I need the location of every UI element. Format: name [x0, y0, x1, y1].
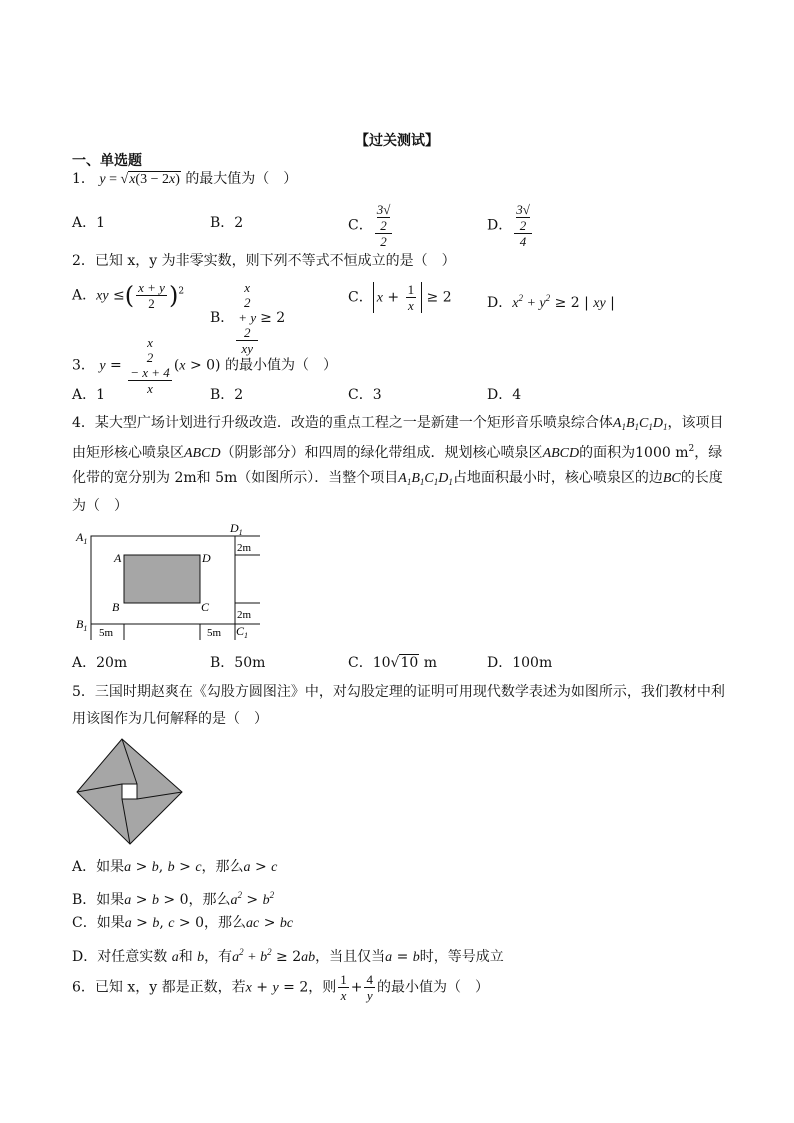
label-B: B — [112, 600, 120, 614]
q2-option-a[interactable]: A．xy ≤( $\frac{x + y}{2}$ )$^2$ — [72, 280, 185, 311]
label-A1: $A_1$ — [76, 530, 88, 546]
label-C: C — [201, 600, 210, 614]
q4-option-d[interactable]: D．100m — [487, 655, 553, 671]
question-4-line-2: 由矩形核心喷泉区ABCD（阴影部分）和四周的绿化带组成．规划核心喷泉区ABCD的面积为1000 $m^2$，绿 — [72, 444, 723, 461]
q3-option-a[interactable]: A．1 — [72, 387, 106, 403]
question-6: 6．已知 x，y 都是正数，若x + y = 2，则 $\frac{1}{x}$ + $\frac{4}{y}$ 的最小值为（ ） — [72, 972, 489, 1003]
q2-option-b[interactable]: B． x 2 + y 2 xy ≥ 2 — [210, 280, 286, 356]
label-C1: $C_1$ — [236, 624, 249, 640]
q1-option-b[interactable]: B．2 — [210, 215, 244, 231]
q5-option-a[interactable]: A．如果a > b, b > c，那么a > c — [72, 859, 278, 875]
width-label-bottom: 2m — [237, 609, 252, 621]
question-4-line-3: 化带的宽分别为 2m和 5m（如图所示）．当整个项目$A_1B_1C_1D_1$占地面积最小时，核心喷泉区的边BC的长度 — [72, 470, 723, 487]
inner-square — [122, 784, 137, 799]
section-heading: 一、单选题 — [72, 153, 142, 169]
q5-option-c[interactable]: C．如果a > b, c > 0，那么ac > bc — [72, 915, 294, 931]
question-3: 3． y = x 2 − x + 4 x (x > 0) 的最小值为（ ） — [72, 335, 337, 396]
q3-option-d[interactable]: D．4 — [487, 387, 522, 403]
label-D1: $D_1$ — [230, 522, 243, 537]
q4-option-a[interactable]: A．20m — [72, 655, 128, 671]
q3-option-b[interactable]: B．2 — [210, 387, 244, 403]
question-4-line-1: 4．某大型广场计划进行升级改造．改造的重点工程之一是新建一个矩形音乐喷泉综合体$A_1B_1C_1D_1$，该项目 — [72, 415, 724, 432]
q2-option-c[interactable]: C． x + $\frac{1}{x}$ ≥ 2 — [348, 282, 452, 313]
q5-option-b[interactable]: B．如果a > b > 0，那么$a^2 > b^2$ — [72, 890, 275, 908]
question-5-line-2: 用该图作为几何解释的是（ ） — [72, 711, 268, 727]
q1-option-a[interactable]: A．1 — [72, 215, 106, 231]
question-1: 1． y = √x(3 − 2x) 的最大值为（ ） — [72, 171, 298, 187]
test-title: 【过关测试】 — [355, 133, 439, 149]
label-B1: $B_1$ — [76, 617, 88, 633]
question-4-line-4: 为（ ） — [72, 498, 128, 514]
width-label-top: 2m — [237, 542, 252, 554]
q1-formula: y = √x(3 − 2x) — [99, 172, 180, 187]
core-fountain-area — [124, 555, 200, 603]
width-label-right: 5m — [207, 627, 222, 639]
zhao-shuang-diagram — [76, 738, 184, 846]
width-label-left: 5m — [99, 627, 114, 639]
question-5-line-1: 5．三国时期赵爽在《勾股方圆图注》中，对勾股定理的证明可用现代数学表述为如图所示，我们教材中利 — [72, 684, 725, 700]
question-2: 2．已知 x，y 为非零实数，则下列不等式不恒成立的是（ ） — [72, 253, 456, 269]
q1-option-d[interactable]: D． 3√ 2 4 — [487, 202, 530, 249]
q5-option-d[interactable]: D．对任意实数 a和 b，有$a^2 + b^2 \ge 2ab$，当且仅当a = b时，等号成立 — [72, 947, 504, 965]
q3-option-c[interactable]: C．3 — [348, 387, 382, 403]
q4-option-b[interactable]: B．50m — [210, 655, 266, 671]
label-D: D — [202, 551, 211, 565]
q2-option-d[interactable]: D．$x^2 + y^2 \ge 2$ | xy | — [487, 293, 615, 311]
q4-option-c[interactable]: C．10√10 m — [348, 655, 438, 671]
label-A: A — [114, 551, 122, 565]
fountain-diagram — [74, 522, 264, 644]
q1-option-c[interactable]: C． 3√ 2 2 — [348, 202, 391, 249]
